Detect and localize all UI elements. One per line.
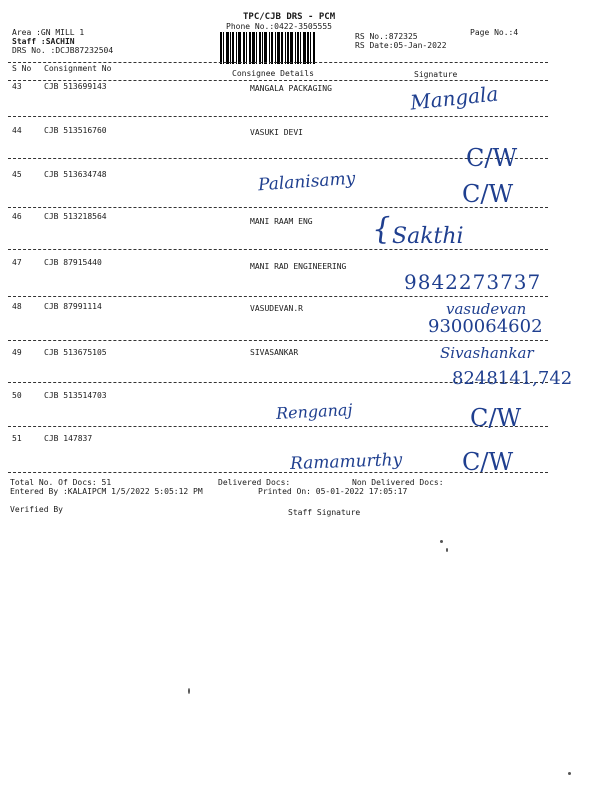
row-consignment: CJB 513218564	[44, 212, 107, 221]
handwritten-bracket: {	[371, 211, 392, 248]
col-consignee: Consignee Details	[232, 69, 314, 78]
barcode	[220, 32, 350, 64]
entered-by: Entered By :KALAIPCM 1/5/2022 5:05:12 PM	[10, 487, 203, 496]
col-consignment: Consignment No	[44, 64, 112, 73]
row-sno: 48	[12, 302, 22, 311]
handwritten-signature: vasudevan	[446, 300, 527, 318]
non-delivered-docs: Non Delivered Docs:	[352, 478, 444, 487]
row-consignee: VASUKI DEVI	[250, 128, 303, 137]
handwritten-phone: 9842273737	[404, 270, 542, 294]
scan-speck	[568, 772, 571, 775]
row-consignee: MANI RAAM ENG	[250, 217, 313, 226]
handwritten-signature: Sivashankar	[440, 344, 534, 362]
row-consignment: CJB 147837	[44, 434, 93, 443]
divider	[8, 116, 548, 117]
row-consignee: MANGALA PACKAGING	[250, 84, 332, 93]
divider	[8, 340, 548, 341]
area-label: Area :GN MILL 1	[12, 28, 85, 37]
col-sno: S No	[12, 64, 32, 73]
phone-number: Phone No.:0422-3505555	[226, 22, 332, 31]
verified-by: Verified By	[10, 505, 63, 514]
handwritten-phone: 8248141,742	[452, 368, 573, 389]
scan-speck	[446, 548, 448, 552]
row-consignment: CJB 87991114	[44, 302, 102, 311]
staff-signature: Staff Signature	[288, 508, 361, 517]
row-consignee: SIVASANKAR	[250, 348, 299, 357]
row-sno: 49	[12, 348, 22, 357]
row-sno: 46	[12, 212, 22, 221]
row-sno: 51	[12, 434, 22, 443]
row-consignment: CJB 513675105	[44, 348, 107, 357]
col-signature: Signature	[414, 70, 458, 79]
divider	[8, 80, 548, 81]
row-consignment: CJB 513699143	[44, 82, 107, 91]
handwritten-name: Renganaj	[275, 400, 353, 423]
row-consignment: CJB 513514703	[44, 391, 107, 400]
row-sno: 44	[12, 126, 22, 135]
scan-speck	[440, 540, 443, 543]
row-sno: 43	[12, 82, 22, 91]
handwritten-name: Palanisamy	[257, 168, 356, 196]
handwritten-cw: C/W	[462, 448, 514, 476]
delivered-docs: Delivered Docs:	[218, 478, 291, 487]
page-number: Page No.:4	[470, 28, 519, 37]
row-sno: 50	[12, 391, 22, 400]
row-consignee: MANI RAD ENGINEERING	[250, 262, 347, 271]
handwritten-signature: Mangala	[408, 81, 500, 115]
row-sno: 47	[12, 258, 22, 267]
handwritten-cw: C/W	[470, 404, 522, 432]
handwritten-phone: 9300064602	[428, 316, 543, 337]
handwritten-name: Ramamurthy	[289, 450, 403, 474]
rs-date: RS Date:05-Jan-2022	[355, 41, 447, 50]
drs-number: DRS No. :DCJB87232504	[12, 46, 114, 55]
row-sno: 45	[12, 170, 22, 179]
row-consignment: CJB 513634748	[44, 170, 107, 179]
divider	[8, 249, 548, 250]
printed-on: Printed On: 05-01-2022 17:05:17	[258, 487, 408, 496]
report-title: TPC/CJB DRS - PCM	[243, 12, 336, 22]
row-consignee: VASUDEVAN.R	[250, 304, 303, 313]
handwritten-cw: C/W	[462, 180, 514, 208]
divider	[8, 296, 548, 297]
handwritten-signature: Sakthi	[392, 224, 464, 249]
rs-number: RS No.:872325	[355, 32, 418, 41]
row-consignment: CJB 87915440	[44, 258, 102, 267]
row-consignment: CJB 513516760	[44, 126, 107, 135]
handwritten-cw: C/W	[466, 144, 518, 172]
total-docs: Total No. Of Docs: 51	[10, 478, 112, 487]
scan-speck	[188, 688, 190, 694]
divider	[8, 62, 548, 63]
divider	[8, 426, 548, 427]
staff-label: Staff :SACHIN	[12, 37, 75, 46]
